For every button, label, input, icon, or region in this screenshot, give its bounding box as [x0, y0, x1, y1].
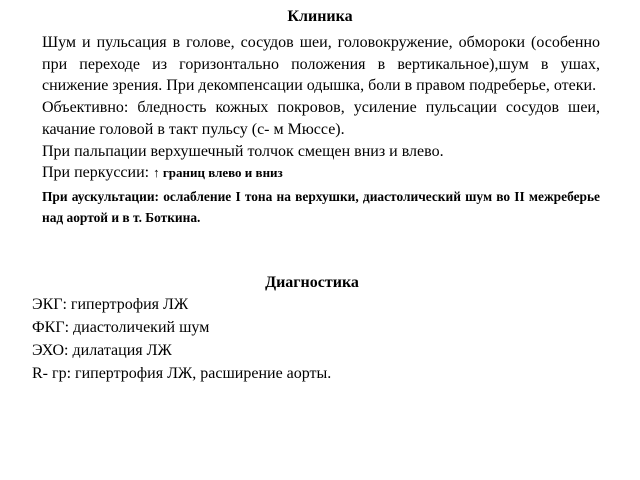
diagnostics-item-xray: R- гр: гипертрофия ЛЖ, расширение аорты.	[32, 365, 332, 382]
diagnostics-title: Диагностика	[265, 274, 359, 291]
diagnostics-item-pcg: ФКГ: диастоличекий шум	[32, 319, 210, 336]
percussion-lead: При перкуссии:	[42, 164, 150, 182]
clinic-auscultation-paragraph: При аускультации: ослабление I тона на верхушки, диастолический шум во II межреберье над аортой и в т. Боткина.	[42, 188, 600, 226]
diagnostics-item-ecg: ЭКГ: гипертрофия ЛЖ	[32, 296, 189, 313]
clinic-percussion-paragraph	[42, 162, 600, 184]
percussion-finding: ↑ границ влево и вниз	[153, 165, 283, 181]
clinic-title: Клиника	[287, 8, 353, 25]
diagnostics-item-echo: ЭХО: дилатация ЛЖ	[32, 342, 172, 359]
clinic-symptoms-paragraph: Шум и пульсация в голове, сосудов шеи, головокружение, обмороки (особенно при переходе из горизонтально положения в вертикальное),шум в ушах, снижение зрения. При декомпенсации одышка, боли в правом подреберье, отеки.	[42, 34, 600, 95]
clinic-objective-paragraph: Объективно: бледность кожных покровов, усиление пульсации сосудов шеи, качание головой в такт пульсу (с- м Мюссе).	[42, 99, 600, 138]
clinic-section	[42, 32, 600, 229]
clinic-palpation-paragraph: При пальпации верхушечный толчок смещен вниз и влево.	[42, 142, 444, 160]
diagnostics-list	[32, 293, 331, 385]
